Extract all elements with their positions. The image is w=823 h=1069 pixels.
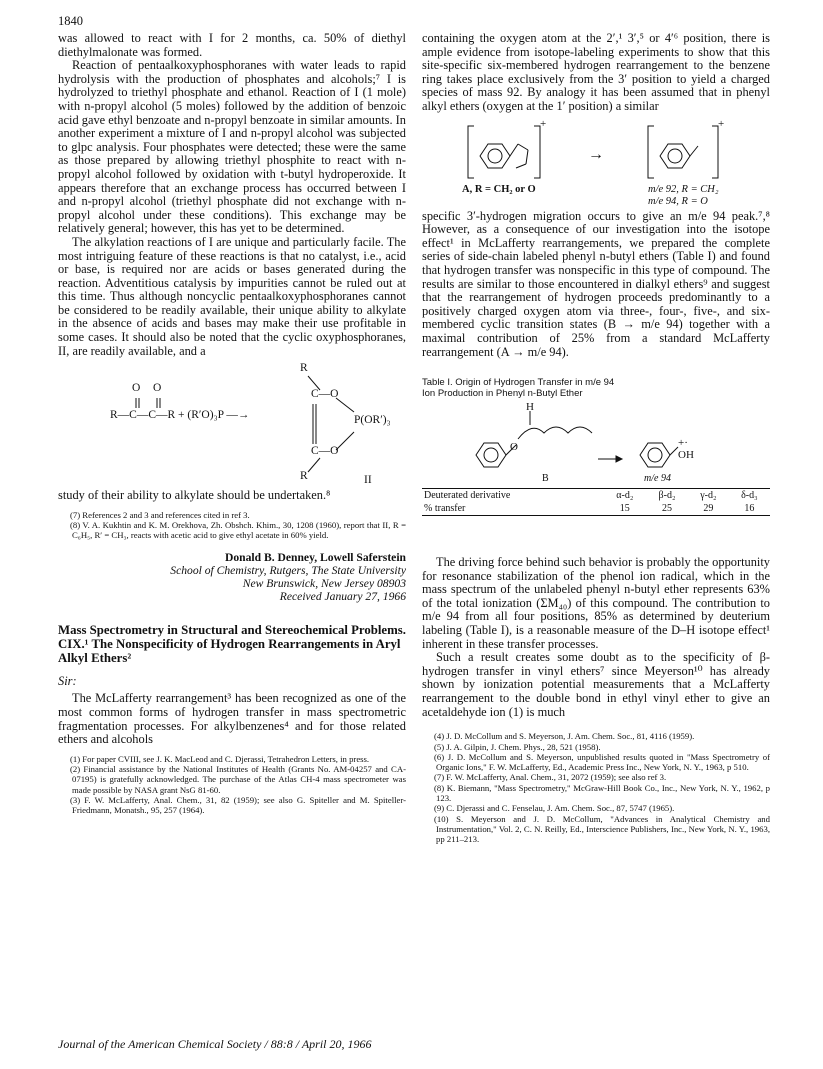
structure-m92-label: m/e 92, R = CH₂ xyxy=(648,183,719,195)
footnote-8: (8) V. A. Kukhtin and K. M. Orekhova, Zh. Obshch. Khim., 30, 1208 (1960), report that II, R = C₆H₅, R′ = CH₃, reacts with acetic acid to give ethyl acetate in 60% yield. xyxy=(70,520,406,541)
left-paragraph-4: study of their ability to alkylate should be undertaken.⁸ xyxy=(58,488,331,503)
phosphorus-label: P(OR′)₃ xyxy=(354,414,391,427)
affiliation-line-2: New Brunswick, New Jersey 08903 xyxy=(242,576,406,590)
diketone-reactant: R—C—C—R + (R′O)₃P —→ xyxy=(110,409,250,422)
footnote-3: (3) F. W. McLafferty, Anal. Chem., 31, 82 (1959); see also G. Spiteller and M. Spiteller-Friedmann, Monatsh., 95, 257 (1964). xyxy=(70,794,406,816)
table-row xyxy=(422,502,770,516)
table-scheme xyxy=(422,403,770,485)
footnote-10: (10) S. Meyerson and J. D. McCollum, "Advances in Analytical Chemistry and Instrumentation," Vol. 2, C. N. Reilly, Ed., Interscience Publishers, Inc., New York, N. Y., 1963, pp 211–213. xyxy=(434,813,770,845)
right-paragraph-2: specific 3′-hydrogen migration occurs to give an m/e 94 peak.⁷,⁸ However, as a consequence of our investigation into the isotope effect¹ in McLafferty rearrangements, we prepared the complete series of side-chain labeled phenyl n-butyl ethers (Table I) and found that hydrogen transfer was nonspecific in this type of compound. The results are similar to those encountered in dialkyl ethers⁹ and suggest that the rearrangement of hydrogen proceeds predominantly to a positively charged oxygen atom via three-, four-, five-, and six-membered cyclic transition states (B → m/e 94) together with a maximal contribution of 25% from a standard McLafferty rearrangement (A → m/e 94). xyxy=(422,208,770,359)
left-paragraph-2: Reaction of pentaalkoxyphosphoranes with water leads to rapid hydrolysis with the production of phosphates and alcohols;⁷ I is hydrolyzed to triethyl phosphate and ethanol. Reaction of I (1 mole) with n-propyl alcohol (5 moles) followed by the addition of benzoic acid gave ethyl benzoate and n-propyl benzoate in similar amounts. In another experiment a mixture of I and n-propyl alcohol was subjected to glpc analysis. Four phosphates were detected; these were the same as those prepared by allowing triethyl phosphite to react with n-propyl alcohol followed by oxidation with t-butyl hydroperoxide. It appears therefore that an exchange process has occurred between I and n-propyl alcohol (triethyl phosphate did not exchange with n-propyl alcohol under these conditions). This exchange may be relatively general; however, this has yet to be determined. xyxy=(58,58,406,236)
table-cell-gamma: 29 xyxy=(688,502,729,516)
scheme-oh-label: +· OH xyxy=(678,437,694,462)
footnote-2: (2) Financial assistance by the National Institutes of Health (Grants No. AM-04257 and CA-07195) is gratefully acknowledged. The purchase of the Atlas CH-4 mass spectrometer was made possible by NASA grant NsG 81-60. xyxy=(70,764,406,795)
ion-charge-b: + xyxy=(718,117,725,130)
table-header-alpha: α-d₂ xyxy=(604,489,646,503)
footnote-6: (6) J. D. McCollum and S. Meyerson, unpublished results quoted in "Mass Spectrometry of Organic Ions," F. W. McLafferty, Ed., Academic Press Inc., New York, N. Y., 1963, p 510. xyxy=(434,751,770,773)
salutation: Sir: xyxy=(58,674,77,689)
right-paragraph-4: Such a result creates some doubt as to the specificity of β-hydrogen transfer in vinyl ethers⁷ since Meyerson¹⁰ has already shown by ionization potential measurements that a McLafferty rearrangement to the double bond in ethyl vinyl ether to give an acetaldehyde ion (1) is much xyxy=(422,650,770,719)
table-cell-alpha: 15 xyxy=(604,502,646,516)
scheme-h-label: H xyxy=(526,401,534,414)
top-r-label: R xyxy=(300,362,308,375)
footnote-4: (4) J. D. McCollum and S. Meyerson, J. Am. Chem. Soc., 81, 4116 (1959). xyxy=(434,731,695,742)
footnotes-article-left xyxy=(58,754,406,816)
footnotes-denney xyxy=(58,510,406,541)
right-column xyxy=(422,32,770,844)
page-number: 1840 xyxy=(58,14,83,28)
right-paragraph-1: containing the oxygen atom at the 2′,¹ 3′,⁵ or 4′⁶ position, there is ample evidence from isotope-labeling experiments to show that this site-specific six-membered hydrogen rearrangement to the benzene ring takes place exclusively from the 3′ position to yield a charged species of mass 92. By analogy it has been assumed that in phenyl alkyl ethers (oxygen at the 1′ position) a similar xyxy=(422,31,770,113)
journal-footer: Journal of the American Chemical Society / 88:8 / April 20, 1966 xyxy=(58,1037,372,1051)
scheme-m94-label: m/e 94 xyxy=(644,473,671,485)
footnote-5: (5) J. A. Gilpin, J. Chem. Phys., 28, 521 (1958). xyxy=(434,741,601,752)
oxo-label-2: O xyxy=(153,382,162,395)
reaction-scheme-oxyphosphorane xyxy=(58,362,406,487)
table-header-delta: δ-d₃ xyxy=(729,489,770,503)
compound-label-II: II xyxy=(364,474,372,487)
footnote-9: (9) C. Djerassi and C. Fenselau, J. Am. Chem. Soc., 87, 5747 (1965). xyxy=(434,803,675,814)
table-caption-1: Table I. Origin of Hydrogen Transfer in m/e 94 xyxy=(422,377,615,389)
left-paragraph-3: The alkylation reactions of I are unique and particularly facile. The most intriguing feature of these reactions is that no catalyst, i.e., acid or base, is required nor are acids or bases generated during the reaction. Adventitious catalysis by impurities cannot be ruled out at this time. Thus although noncyclic pentaalkoxyphosphoranes cannot be considered to be readily available, their unique ability to alkylate in the absence of acids and bases may make their use profitable in some cases. It should also be noted that the cyclic oxyphosphoranes, II, are readily available, and a xyxy=(58,234,406,358)
table-header-beta: β-d₂ xyxy=(646,489,688,503)
ion-charge-a: + xyxy=(540,117,547,130)
table-header-row xyxy=(422,489,770,503)
mclafferty-scheme xyxy=(422,118,770,208)
reaction-arrow: → xyxy=(588,145,604,163)
table-cell-delta: 16 xyxy=(729,502,770,516)
ring-carbon-1: C—O xyxy=(311,388,339,401)
scheme-b-label: B xyxy=(542,473,549,485)
table-caption-2: Ion Production in Phenyl n-Butyl Ether xyxy=(422,388,583,400)
author-signature: Donald B. Denney, Lowell Saferstein xyxy=(225,550,406,564)
footnote-1: (1) For paper CVIII, see J. K. MacLeod and C. Djerassi, Tetrahedron Letters, in press. xyxy=(70,753,370,764)
oxo-label-1: O xyxy=(132,382,141,395)
scheme-o-label: O xyxy=(510,441,518,454)
received-date: Received January 27, 1966 xyxy=(279,589,406,603)
footnote-7: (7) References 2 and 3 and references cited in ref 3. xyxy=(70,509,250,520)
article-title: Mass Spectrometry in Structural and Stereochemical Problems. CIX.¹ The Nonspecificity of Hydrogen Rearrangements in Aryl Alkyl Ethers² xyxy=(58,622,406,666)
right-paragraph-3: The driving force behind such behavior is probably the opportunity for resonance stabilization of the phenol ion radical, which in the mass spectrum of the unlabeled phenyl n-butyl ether represents 63% of the total ionization (ΣM₄₀) of this compound. The contribution to m/e 94 from all four positions, 85% as determined by deuterium labeling (Table I), is a reasonable measure of the D–H isotope effect¹ inherent in these transfer processes. xyxy=(422,555,770,651)
bottom-r-label: R xyxy=(300,470,308,483)
footnote-7b: (7) F. W. McLafferty, Anal. Chem., 31, 2072 (1959); see also ref 3. xyxy=(434,772,667,783)
table-scheme-structures xyxy=(422,403,770,485)
footnote-8b: (8) K. Biemann, "Mass Spectrometry," McGraw-Hill Book Co., Inc., New York, N. Y., 1962, p 123. xyxy=(434,782,770,803)
footnotes-article-right xyxy=(422,731,770,844)
structure-m94-label: m/e 94, R = O xyxy=(648,195,708,207)
left-paragraph-1: was allowed to react with I for 2 months, ca. 50% of diethyl diethylmalonate was formed. xyxy=(58,31,406,59)
structure-a-label: A, R = CH₂ or O xyxy=(462,183,536,195)
table-header-gamma: γ-d₂ xyxy=(688,489,729,503)
hydrogen-transfer-table xyxy=(422,488,770,516)
article-paragraph-1: The McLafferty rearrangement³ has been recognized as one of the most common forms of hydrogen transfer in mass spectrometric fragmentation processes. For alkylbenzenes⁴ and for those related ethers and alcohols xyxy=(58,691,406,747)
table-cell-beta: 25 xyxy=(646,502,688,516)
ring-carbon-2: C—O xyxy=(311,445,339,458)
affiliation-line-1: School of Chemistry, Rutgers, The State University xyxy=(170,563,406,577)
table-row-label: % transfer xyxy=(422,502,604,516)
left-column xyxy=(58,32,406,816)
table-header-derivative: Deuterated derivative xyxy=(422,489,604,503)
